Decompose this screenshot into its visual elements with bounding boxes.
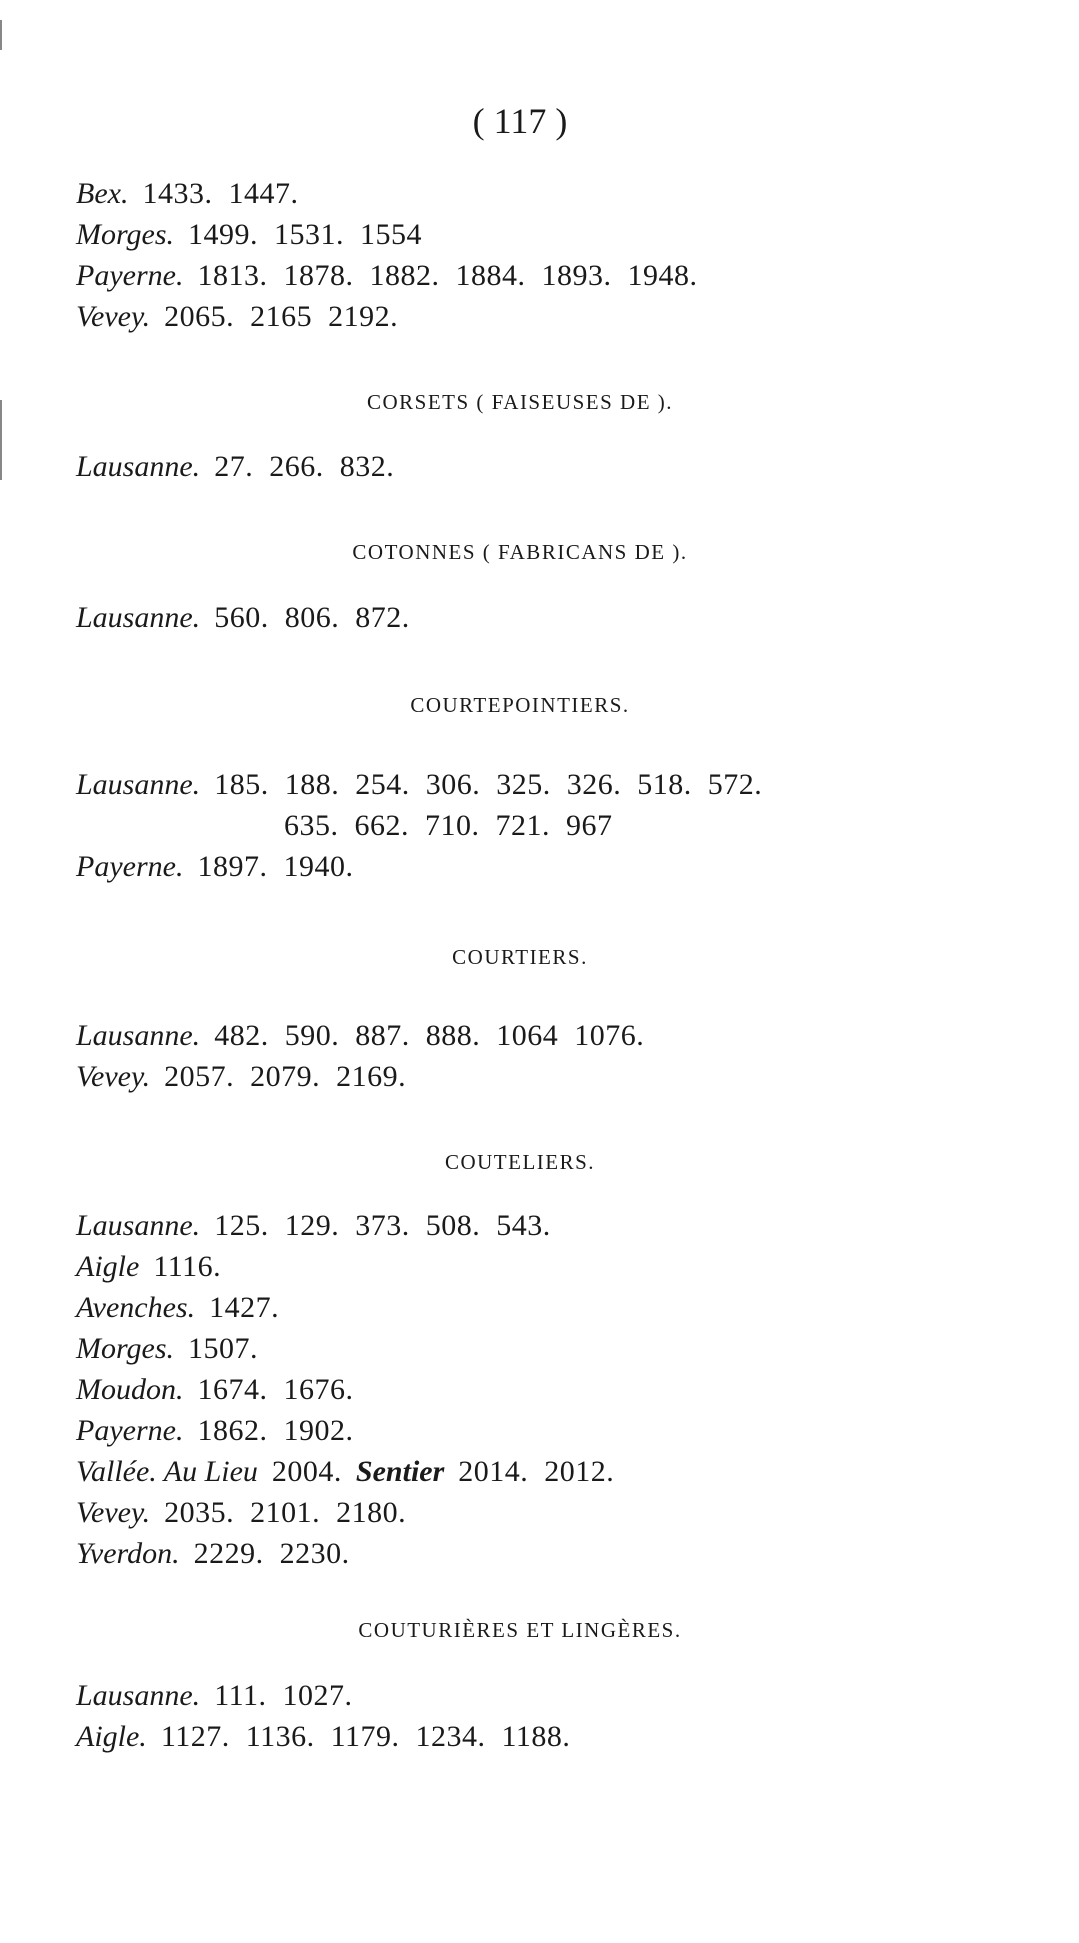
index-entry xyxy=(76,1058,406,1096)
place-name: Lausanne. xyxy=(76,768,201,801)
place-name: Vevey. xyxy=(76,1496,151,1529)
section-heading: COUTELIERS. xyxy=(444,1150,596,1174)
index-entry-continuation xyxy=(284,807,613,845)
index-entry xyxy=(76,1248,221,1286)
index-entry xyxy=(76,1207,551,1245)
index-entry xyxy=(76,1535,350,1573)
place-name: Morges. xyxy=(76,218,175,251)
place-name: Vevey. xyxy=(76,300,151,333)
place-name: Aigle xyxy=(76,1250,140,1283)
place-name: Moudon. xyxy=(76,1373,184,1406)
index-entry xyxy=(76,1330,258,1368)
entry-numbers: 2014. 2012. xyxy=(458,1455,615,1488)
place-name: Yverdon. xyxy=(76,1537,180,1570)
index-entry xyxy=(76,1494,406,1532)
section-heading: COTONNES ( FABRICANS DE ). xyxy=(352,540,688,564)
index-entry xyxy=(76,1453,614,1491)
index-entry xyxy=(76,1371,354,1409)
place-name: Lausanne. xyxy=(76,1679,201,1712)
place-name: Aigle. xyxy=(76,1720,147,1753)
place-name: Lausanne. xyxy=(76,450,201,483)
index-entry xyxy=(76,257,697,295)
index-entry xyxy=(76,1412,353,1450)
index-entry xyxy=(76,599,410,637)
place-name: Bex. xyxy=(76,177,129,210)
entry-numbers: 560. 806. 872. xyxy=(214,601,410,634)
entry-numbers: 27. 266. 832. xyxy=(214,450,395,483)
entry-numbers: 1862. 1902. xyxy=(197,1414,354,1447)
index-entry xyxy=(76,1718,570,1756)
index-entry xyxy=(76,848,353,886)
entry-numbers: 1674. 1676. xyxy=(197,1373,354,1406)
entry-numbers: 1127. 1136. 1179. 1234. 1188. xyxy=(160,1720,571,1753)
entry-numbers: 1507. xyxy=(188,1332,259,1365)
entry-numbers: 111. 1027. xyxy=(214,1679,353,1712)
place-name: Payerne. xyxy=(76,1414,184,1447)
place-name: Lausanne. xyxy=(76,1209,201,1242)
entry-numbers: 2004. xyxy=(271,1455,342,1488)
entry-numbers: 2229. 2230. xyxy=(193,1537,350,1570)
entry-numbers: 2057. 2079. 2169. xyxy=(164,1060,407,1093)
index-entry xyxy=(76,175,298,213)
entry-numbers: 1499. 1531. 1554 xyxy=(188,218,423,251)
index-entry xyxy=(76,1677,352,1715)
index-entry xyxy=(76,448,394,486)
section-heading: COUTURIÈRES ET LINGÈRES. xyxy=(358,1618,682,1642)
margin-mark xyxy=(0,20,2,50)
entry-numbers: 1427. xyxy=(209,1291,280,1324)
entry-numbers: 1813. 1878. 1882. 1884. 1893. 1948. xyxy=(197,259,698,292)
entry-numbers: 1897. 1940. xyxy=(197,850,354,883)
index-entry xyxy=(76,1289,279,1327)
index-entry xyxy=(76,766,762,804)
place-name: Morges. xyxy=(76,1332,175,1365)
place-name: Payerne. xyxy=(76,259,184,292)
index-entry xyxy=(76,216,422,254)
place-name: Vevey. xyxy=(76,1060,151,1093)
entry-numbers: 185. 188. 254. 306. 325. 326. 518. 572. xyxy=(214,768,763,801)
entry-numbers: 2035. 2101. 2180. xyxy=(164,1496,407,1529)
index-entry xyxy=(76,298,398,336)
entry-numbers: 2065. 2165 2192. xyxy=(164,300,399,333)
sub-place-name: Sentier xyxy=(355,1455,445,1488)
entry-numbers: 1433. 1447. xyxy=(142,177,299,210)
section-heading: COURTIERS. xyxy=(452,945,588,969)
place-name: Payerne. xyxy=(76,850,184,883)
section-heading: COURTEPOINTIERS. xyxy=(410,693,630,717)
place-name: Vallée. Au Lieu xyxy=(76,1455,258,1488)
entry-numbers: 482. 590. 887. 888. 1064 1076. xyxy=(214,1019,645,1052)
page-number: ( 117 ) xyxy=(472,101,568,141)
place-name: Avenches. xyxy=(76,1291,196,1324)
section-heading: CORSETS ( FAISEUSES DE ). xyxy=(366,390,674,414)
entry-numbers: 635. 662. 710. 721. 967 xyxy=(284,809,613,842)
index-entry xyxy=(76,1017,644,1055)
place-name: Lausanne. xyxy=(76,601,201,634)
entry-numbers: 1116. xyxy=(153,1250,222,1283)
place-name: Lausanne. xyxy=(76,1019,201,1052)
entry-numbers: 125. 129. 373. 508. 543. xyxy=(214,1209,551,1242)
